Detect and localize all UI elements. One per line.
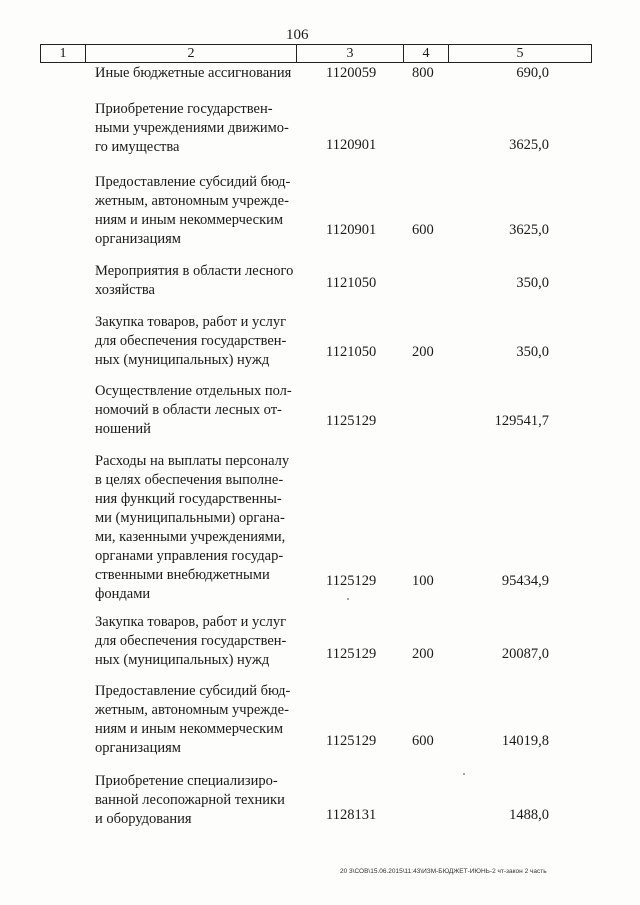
- row-name: Расходы на выплаты персоналу в целях обеспечения выполне- ния функций государственны- ми (муниципальными) органа- ми, казенными учреждениями, органами управления государ- ственными внебюджетными фондами: [95, 453, 290, 602]
- table-row: [0, 313, 640, 373]
- row-code: 1121050: [326, 344, 377, 360]
- row-name: Осуществление отдельных пол- номочий в области лесных от- ношений: [95, 383, 292, 437]
- table-row: [0, 772, 640, 832]
- col-header-3: 3: [297, 45, 404, 63]
- row-code: 1125129: [326, 646, 377, 662]
- row-name: Закупка товаров, работ и услуг для обеспечения государствен- ных (муниципальных) нужд: [95, 614, 287, 668]
- scan-speck: [347, 598, 349, 600]
- table-row: [0, 173, 640, 253]
- row-name: Иные бюджетные ассигнования: [95, 65, 292, 81]
- row-code: 1120059: [326, 65, 377, 81]
- row-amount: 1488,0: [509, 807, 549, 823]
- table-row: [0, 262, 640, 302]
- row-name: Закупка товаров, работ и услуг для обеспечения государствен- ных (муниципальных) нужд: [95, 314, 287, 368]
- col-header-2: 2: [86, 45, 297, 63]
- row-vr: 200: [412, 344, 434, 360]
- row-amount: 20087,0: [501, 646, 549, 662]
- table-row: [0, 100, 640, 160]
- row-vr: 100: [412, 573, 434, 589]
- table-row: [0, 682, 640, 762]
- row-code: 1120901: [326, 222, 377, 238]
- table-row: [0, 382, 640, 442]
- table-row: [0, 613, 640, 673]
- row-code: 1121050: [326, 275, 377, 291]
- row-amount: 95434,9: [501, 573, 549, 589]
- table-row: [0, 64, 640, 84]
- column-header-table: [40, 44, 592, 63]
- row-name: Предоставление субсидий бюд- жетным, автономным учрежде- ниям и иным некоммерческим организациям: [95, 174, 291, 247]
- row-code: 1125129: [326, 413, 377, 429]
- row-amount: 350,0: [516, 275, 549, 291]
- row-code: 1125129: [326, 733, 377, 749]
- row-amount: 350,0: [516, 344, 549, 360]
- row-name: Приобретение специализиро- ванной лесопожарной техники и оборудования: [95, 773, 285, 827]
- row-name: Мероприятия в области лесного хозяйства: [95, 263, 294, 298]
- row-amount: 129541,7: [494, 413, 549, 429]
- row-code: 1128131: [326, 807, 377, 823]
- row-vr: 200: [412, 646, 434, 662]
- row-name: Предоставление субсидий бюд- жетным, автономным учрежде- ниям и иным некоммерческим организациям: [95, 683, 291, 756]
- row-amount: 3625,0: [509, 222, 549, 238]
- scan-speck: [463, 773, 465, 775]
- row-vr: 800: [412, 65, 434, 81]
- col-header-5: 5: [449, 45, 592, 63]
- col-header-4: 4: [404, 45, 449, 63]
- table-row: [0, 452, 640, 602]
- row-amount: 3625,0: [509, 137, 549, 153]
- row-vr: 600: [412, 733, 434, 749]
- row-amount: 690,0: [516, 65, 549, 81]
- page-number: 106: [286, 27, 309, 43]
- row-code: 1125129: [326, 573, 377, 589]
- row-vr: 600: [412, 222, 434, 238]
- col-header-1: 1: [41, 45, 86, 63]
- row-name: Приобретение государствен- ными учреждениями движимо- го имущества: [95, 101, 289, 155]
- document-footer: 20 3\СОВ\15.06.2015\11:43\ИЗМ-БЮДЖЕТ-ИЮНЬ-2 чт-закон 2 часть: [340, 868, 547, 875]
- row-amount: 14019,8: [501, 733, 549, 749]
- row-code: 1120901: [326, 137, 377, 153]
